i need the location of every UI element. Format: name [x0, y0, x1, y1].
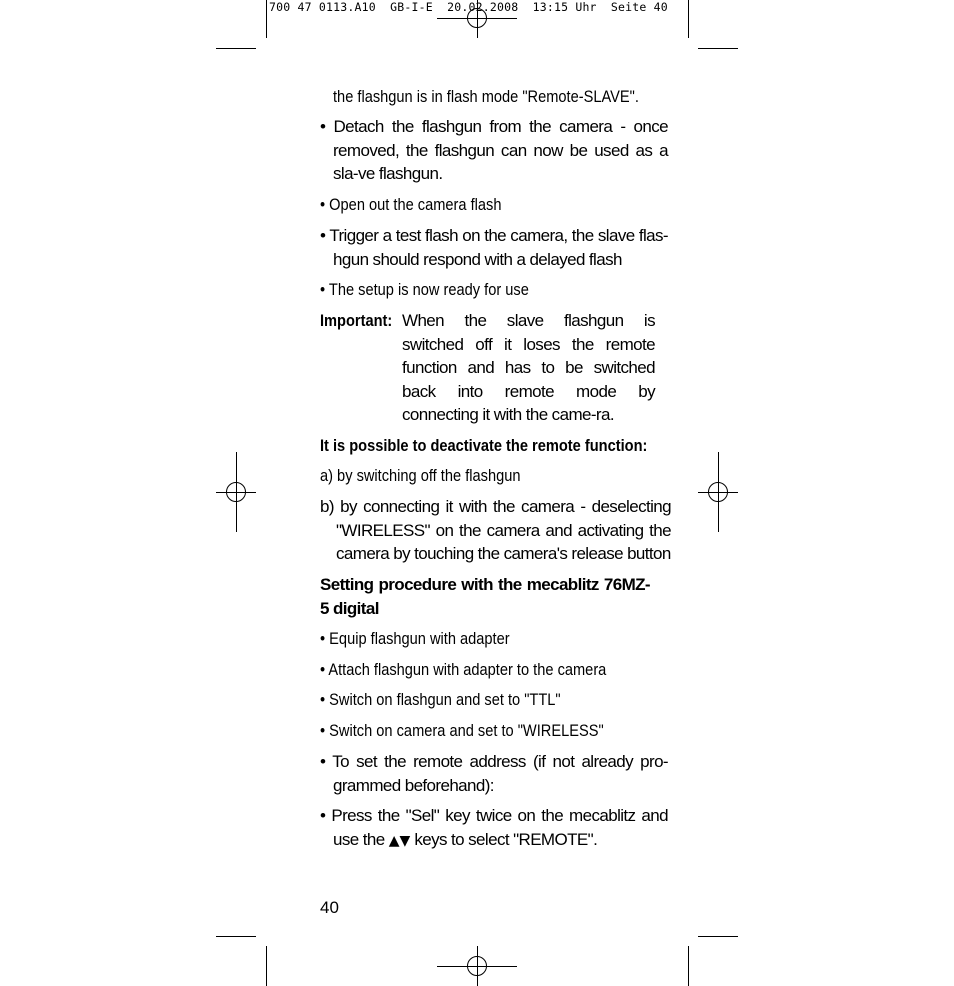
registration-target-bottom: [467, 956, 487, 976]
paragraph-remote-slave: the flashgun is in flash mode "Remote-SLAVE".: [333, 87, 639, 106]
important-text: When the slave flashgun is switched off it loses the remote function and has to be switched back into remote mode by connecting it with the came-ra.: [402, 311, 655, 424]
bullet-detach-flashgun: • Detach the flashgun from the camera - once removed, the flashgun can now be used as a sla-ve flashgun.: [320, 117, 668, 183]
registration-target-left: [226, 482, 246, 502]
crop-mark-top-right-h: [698, 48, 738, 49]
crop-mark-top-left-h: [216, 48, 256, 49]
page-number: 40: [320, 898, 339, 917]
bullet-equip-adapter: • Equip flashgun with adapter: [320, 629, 510, 648]
arrow-keys-icon: ▲▼: [388, 832, 411, 849]
print-slug: 700 47 0113.A10 GB-I-E 20.02.2008 13:15 Uhr Seite 40: [269, 0, 668, 14]
item-b-connect-camera: b) by connecting it with the camera - deselecting "WIRELESS" on the camera and activating the camera by touching the camera's release button: [320, 497, 671, 563]
bullet-set-remote-address: • To set the remote address (if not already pro-grammed beforehand):: [320, 752, 668, 795]
crop-mark-bottom-right-v: [688, 946, 689, 986]
crop-mark-bottom-right-h: [698, 936, 738, 937]
bullet-press-sel-key: • Press the "Sel" key twice on the mecablitz and use the ▲▼ keys to select "REMOTE".: [320, 806, 668, 849]
bullet-open-camera-flash: • Open out the camera flash: [320, 195, 502, 214]
crop-mark-bottom-left-h: [216, 936, 256, 937]
heading-setting-procedure: Setting procedure with the mecablitz 76MZ-5 digital: [320, 575, 650, 618]
registration-target-right: [708, 482, 728, 502]
bullet-setup-ready: • The setup is now ready for use: [320, 280, 529, 299]
bullet-trigger-test-flash: • Trigger a test flash on the camera, the slave flas-hgun should respond with a delayed flash: [320, 226, 668, 269]
bullet-attach-flashgun: • Attach flashgun with adapter to the camera: [320, 660, 607, 679]
crop-mark-bottom-left-v: [266, 946, 267, 986]
important-note: [320, 309, 655, 429]
bullet-switch-on-ttl: • Switch on flashgun and set to "TTL": [320, 690, 561, 709]
important-label: Important:: [320, 311, 393, 330]
bullet-switch-on-wireless: • Switch on camera and set to "WIRELESS": [320, 721, 604, 740]
crop-mark-top-left-v: [266, 0, 267, 38]
crop-mark-top-right-v: [688, 0, 689, 38]
item-a-switch-off: a) by switching off the flashgun: [320, 466, 521, 485]
heading-deactivate-remote: It is possible to deactivate the remote function:: [320, 436, 648, 455]
